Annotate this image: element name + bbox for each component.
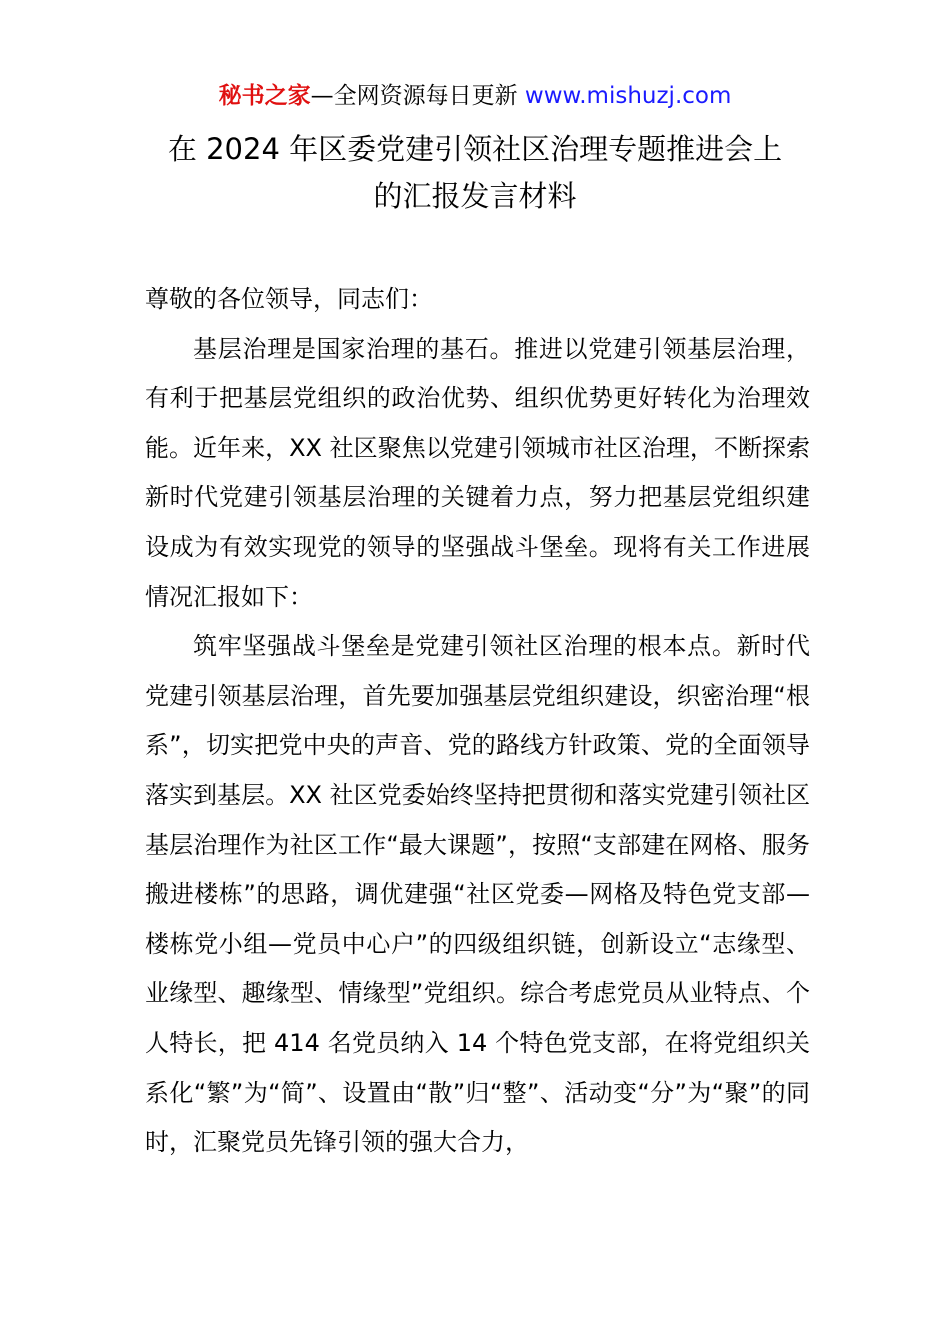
site-name: 秘书之家 [218,83,311,109]
site-url[interactable]: www.mishuzj.com [524,83,732,109]
document-title [0,126,950,220]
site-header [0,80,950,112]
paragraph-2: 筑牢坚强战斗堡垒是党建引领社区治理的根本点。新时代党建引领基层治理，首先要加强基层党组织建设，织密治理“根系”，切实把党中央的声音、党的路线方针政策、党的全面领导落实到基层。XX 社区党委始终坚持把贯彻和落实党建引领社区基层治理作为社区工作“最大课题”，按照“支部建在网格、服务搬进楼栋”的思路，调优建强“社区党委—网格及特色党支部—楼栋党小组—党员中心户”的四级组织链，创新设立“志缘型、业缘型、趣缘型、情缘型”党组织。综合考虑党员从业特点、个人特长，把 414 名党员纳入 14 个特色党支部，在将党组织关系化“繁”为“简”、设置由“散”归“整”、活动变“分”为“聚”的同时，汇聚党员先锋引领的强大合力， [145,632,810,1157]
paragraph-1: 基层治理是国家治理的基石。推进以党建引领基层治理，有利于把基层党组织的政治优势、组织优势更好转化为治理效能。近年来，XX 社区聚焦以党建引领城市社区治理，不断探索新时代党建引领基层治理的关键着力点，努力把基层党组织建设成为有效实现党的领导的坚强战斗堡垒。现将有关工作进展情况汇报如下： [145,334,810,611]
document-body [145,275,810,1168]
greeting: 尊敬的各位领导，同志们： [145,285,433,313]
title-line-2: 的汇报发言材料 [373,179,577,213]
site-tagline: —全网资源每日更新 [310,83,525,109]
title-line-1: 在 2024 年区委党建引领社区治理专题推进会上 [167,132,783,166]
